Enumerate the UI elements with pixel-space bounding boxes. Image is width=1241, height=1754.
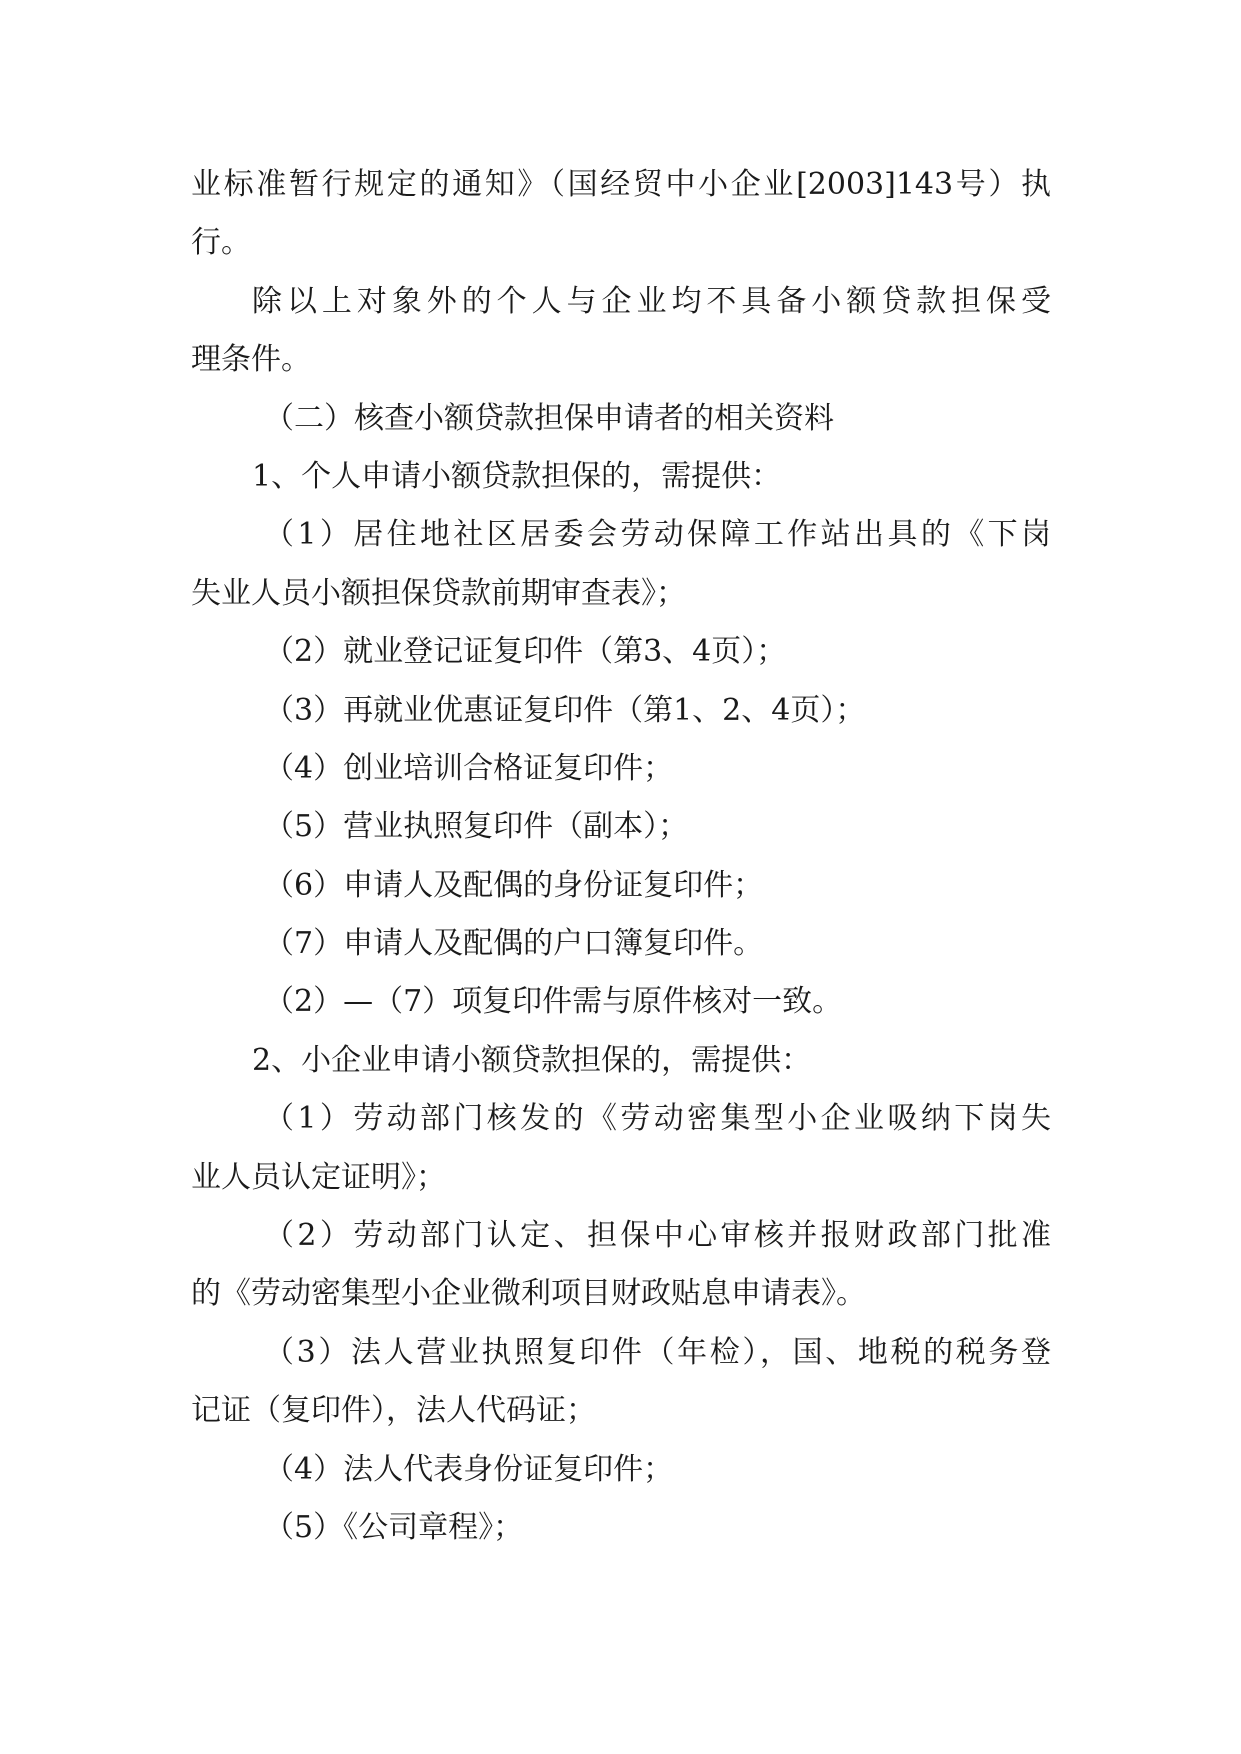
paragraph-line: 行。	[191, 225, 251, 261]
paragraph-line: 理条件。	[191, 342, 311, 378]
list-item-continuation: 的《劳动密集型小企业微利项目财政贴息申请表》。	[191, 1276, 866, 1312]
list-item-continuation: 业人员认定证明》；	[191, 1159, 446, 1195]
note-line: （2）—（7）项复印件需与原件核对一致。	[264, 984, 843, 1020]
subsection-heading: 2、小企业申请小额贷款担保的，需提供：	[252, 1042, 812, 1078]
list-item: （2）劳动部门认定、担保中心审核并报财政部门批准	[264, 1218, 1051, 1254]
section-heading: （二）核查小额贷款担保申请者的相关资料	[264, 400, 834, 436]
paragraph-line: 除以上对象外的个人与企业均不具备小额贷款担保受	[252, 283, 1051, 319]
list-item: （1）劳动部门核发的《劳动密集型小企业吸纳下岗失	[264, 1101, 1051, 1137]
document-body	[191, 156, 1051, 1557]
subsection-heading: 1、个人申请小额贷款担保的，需提供：	[252, 458, 782, 494]
list-item: （5）《公司章程》；	[264, 1509, 524, 1545]
list-item: （3）法人营业执照复印件（年检），国、地税的税务登	[264, 1334, 1051, 1370]
list-item: （6）申请人及配偶的身份证复印件；	[264, 867, 764, 903]
list-item: （2）就业登记证复印件（第3、4页）；	[264, 634, 787, 670]
list-item: （7）申请人及配偶的户口簿复印件。	[264, 926, 764, 962]
list-item: （4）法人代表身份证复印件；	[264, 1451, 674, 1487]
list-item: （4）创业培训合格证复印件；	[264, 750, 674, 786]
list-item: （1）居住地社区居委会劳动保障工作站出具的《下岗	[264, 517, 1051, 553]
list-item-continuation: 记证（复印件），法人代码证；	[191, 1393, 596, 1429]
list-item: （5）营业执照复印件（副本）；	[264, 809, 689, 845]
list-item-continuation: 失业人员小额担保贷款前期审查表》；	[191, 575, 686, 611]
list-item: （3）再就业优惠证复印件（第1、2、4页）；	[264, 692, 866, 728]
paragraph-line: 业标准暂行规定的通知》（国经贸中小企业[2003]143号）执	[191, 167, 1051, 202]
